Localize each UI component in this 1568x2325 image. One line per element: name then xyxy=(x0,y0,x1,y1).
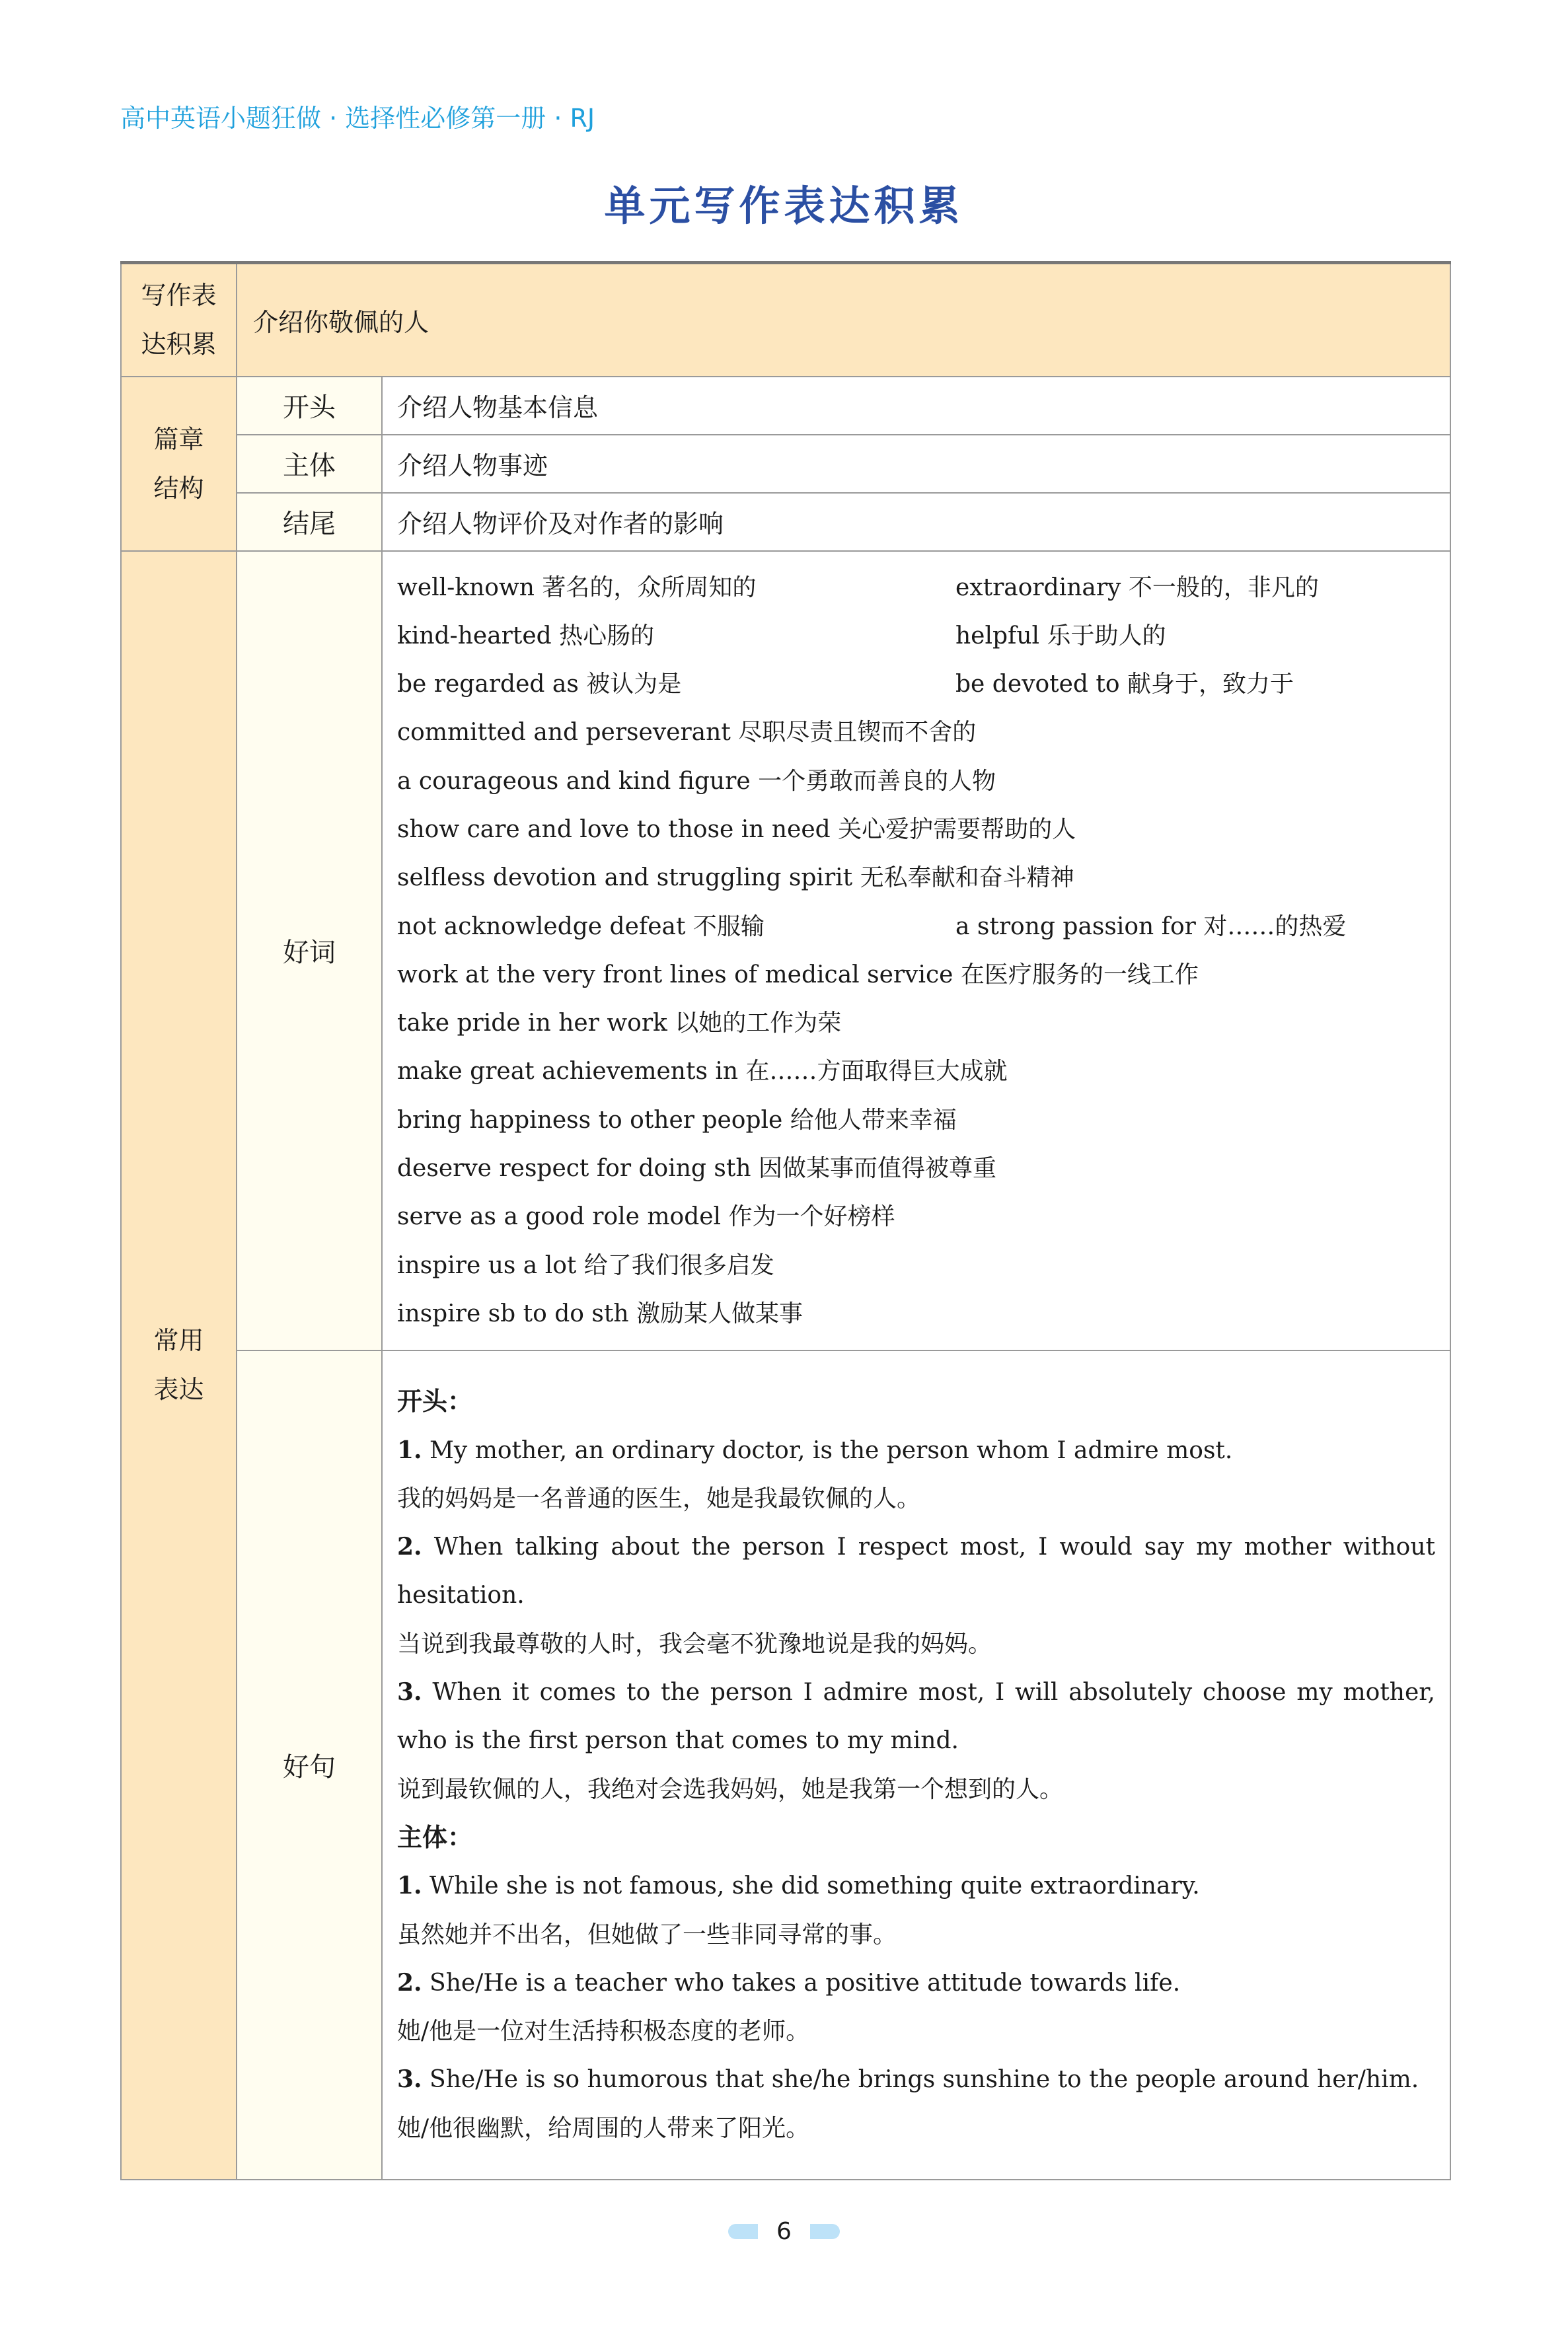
body-heading: 主体： xyxy=(397,1822,473,1852)
word-entry: take pride in her work 以她的工作为荣 xyxy=(397,1010,842,1037)
sentence-en xyxy=(397,1668,1435,1765)
word-line xyxy=(397,1193,1435,1241)
word-entry: inspire us a lot 给了我们很多启发 xyxy=(397,1251,774,1279)
sentence-number: 3. xyxy=(397,1678,422,1707)
word-line xyxy=(397,1290,1435,1338)
word-line xyxy=(397,854,1435,902)
structure-part: 结尾 xyxy=(237,493,382,551)
sentence-number: 3. xyxy=(397,2065,422,2094)
structure-desc: 介绍人物评价及对作者的影响 xyxy=(382,493,1450,551)
word-line xyxy=(397,564,1435,612)
sentence-zh: 她/他很幽默，给周围的人带来了阳光。 xyxy=(397,2114,810,2142)
sentence-zh: 说到最钦佩的人，我绝对会选我妈妈，她是我第一个想到的人。 xyxy=(397,1775,1064,1803)
word-entry: be regarded as 被认为是 xyxy=(397,671,682,698)
sentences-row xyxy=(121,1350,1450,2180)
sentence-number: 2. xyxy=(397,1533,422,1561)
word-line xyxy=(397,660,1435,708)
word-line xyxy=(397,1144,1435,1193)
word-entry: deserve respect for doing sth 因做某事而值得被尊重 xyxy=(397,1155,996,1183)
word-line xyxy=(397,951,1435,999)
word-line xyxy=(397,757,1435,805)
word-entry: serve as a good role model 作为一个好榜样 xyxy=(397,1203,895,1231)
sentence-en xyxy=(397,1426,1435,1475)
structure-desc: 介绍人物事迹 xyxy=(382,435,1450,493)
word-entry: make great achievements in 在……方面取得巨大成就 xyxy=(397,1058,1008,1086)
sentence-en xyxy=(397,1959,1435,2007)
word-entry: extraordinary 不一般的，非凡的 xyxy=(955,573,1319,601)
sentence-number: 2. xyxy=(397,1968,422,1997)
word-entry: not acknowledge defeat 不服输 xyxy=(397,912,765,940)
label-line: 常用 xyxy=(153,1326,204,1356)
sentences-list xyxy=(382,1350,1450,2180)
label-line: 表达 xyxy=(153,1375,204,1405)
word-entry: be devoted to 献身于，致力于 xyxy=(955,671,1294,698)
label-line: 结构 xyxy=(153,473,204,503)
sentence-zh: 当说到我最尊敬的人时，我会毫不犹豫地说是我的妈妈。 xyxy=(397,1630,992,1658)
header-label-line: 写作表 xyxy=(141,281,217,311)
words-label: 好词 xyxy=(237,551,382,1351)
word-line xyxy=(397,1096,1435,1144)
word-line xyxy=(397,612,1435,660)
sentence-en xyxy=(397,1862,1435,1910)
word-entry: work at the very front lines of medical service 在医疗服务的一线工作 xyxy=(397,961,1199,988)
sentence-text: She/He is so humorous that she/he brings sunshine to the people around her/him. xyxy=(429,2066,1419,2094)
structure-row xyxy=(121,377,1450,435)
word-entry: well-known 著名的，众所周知的 xyxy=(397,573,757,601)
page-pill-left-decoration xyxy=(728,2224,758,2239)
word-entry: committed and perseverant 尽职尽责且锲而不舍的 xyxy=(397,719,977,747)
word-entry: inspire sb to do sth 激励某人做某事 xyxy=(397,1300,803,1327)
sentence-en xyxy=(397,1523,1435,1620)
structure-desc: 介绍人物基本信息 xyxy=(382,377,1450,435)
word-line xyxy=(397,999,1435,1047)
structure-label xyxy=(121,377,237,551)
sentence-text: When talking about the person I respect most, I would say my mother without hesitation. xyxy=(397,1533,1435,1609)
header-label xyxy=(121,263,237,377)
expressions-label xyxy=(121,551,237,2180)
sentence-zh: 我的妈妈是一名普通的医生，她是我最钦佩的人。 xyxy=(397,1485,921,1512)
structure-row xyxy=(121,435,1450,493)
word-line xyxy=(397,708,1435,757)
word-entry: a strong passion for 对……的热爱 xyxy=(955,912,1347,940)
word-entry: selfless devotion and struggling spirit 无私奉献和奋斗精神 xyxy=(397,864,1074,892)
sentence-en xyxy=(397,2055,1435,2104)
word-entry: bring happiness to other people 给他人带来幸福 xyxy=(397,1106,957,1134)
structure-row xyxy=(121,493,1450,551)
opening-heading: 开头： xyxy=(397,1387,473,1417)
header-label-line: 达积累 xyxy=(141,330,217,359)
structure-part: 主体 xyxy=(237,435,382,493)
sentence-text: She/He is a teacher who takes a positive attitude towards life. xyxy=(429,1969,1181,1997)
sentences-label: 好句 xyxy=(237,1350,382,2180)
word-entry: show care and love to those in need 关心爱护需要帮助的人 xyxy=(397,815,1076,843)
word-line xyxy=(397,903,1435,951)
word-line xyxy=(397,1047,1435,1095)
page-title: 单元写作表达积累 xyxy=(604,182,964,230)
word-line xyxy=(397,1241,1435,1290)
sentence-text: While she is not famous, she did something quite extraordinary. xyxy=(429,1872,1200,1900)
sentence-zh: 她/他是一位对生活持积极态度的老师。 xyxy=(397,2018,810,2046)
words-row xyxy=(121,551,1450,1351)
word-line xyxy=(397,805,1435,854)
topic: 介绍你敬佩的人 xyxy=(237,263,1450,377)
page-pill-right-decoration xyxy=(810,2224,840,2239)
sentence-number: 1. xyxy=(397,1872,422,1900)
sentence-text: When it comes to the person I admire most, I will absolutely choose my mother, who is the first person that comes to my mind. xyxy=(397,1679,1435,1755)
sentence-text: My mother, an ordinary doctor, is the person whom I admire most. xyxy=(429,1436,1233,1464)
structure-part: 开头 xyxy=(237,377,382,435)
words-list xyxy=(382,551,1450,1351)
writing-expression-table xyxy=(120,261,1451,2180)
sentence-number: 1. xyxy=(397,1436,422,1464)
page-number: 6 xyxy=(776,2218,792,2245)
book-series-header: 高中英语小题狂做 · 选择性必修第一册 · RJ xyxy=(120,104,595,133)
word-entry: a courageous and kind figure 一个勇敢而善良的人物 xyxy=(397,767,996,795)
word-entry: helpful 乐于助人的 xyxy=(955,622,1166,649)
table-header-row xyxy=(121,263,1450,377)
word-entry: kind-hearted 热心肠的 xyxy=(397,622,655,649)
sentence-zh: 虽然她并不出名，但她做了一些非同寻常的事。 xyxy=(397,1921,897,1948)
page-number-footer xyxy=(0,2218,1568,2245)
label-line: 篇章 xyxy=(153,424,204,454)
